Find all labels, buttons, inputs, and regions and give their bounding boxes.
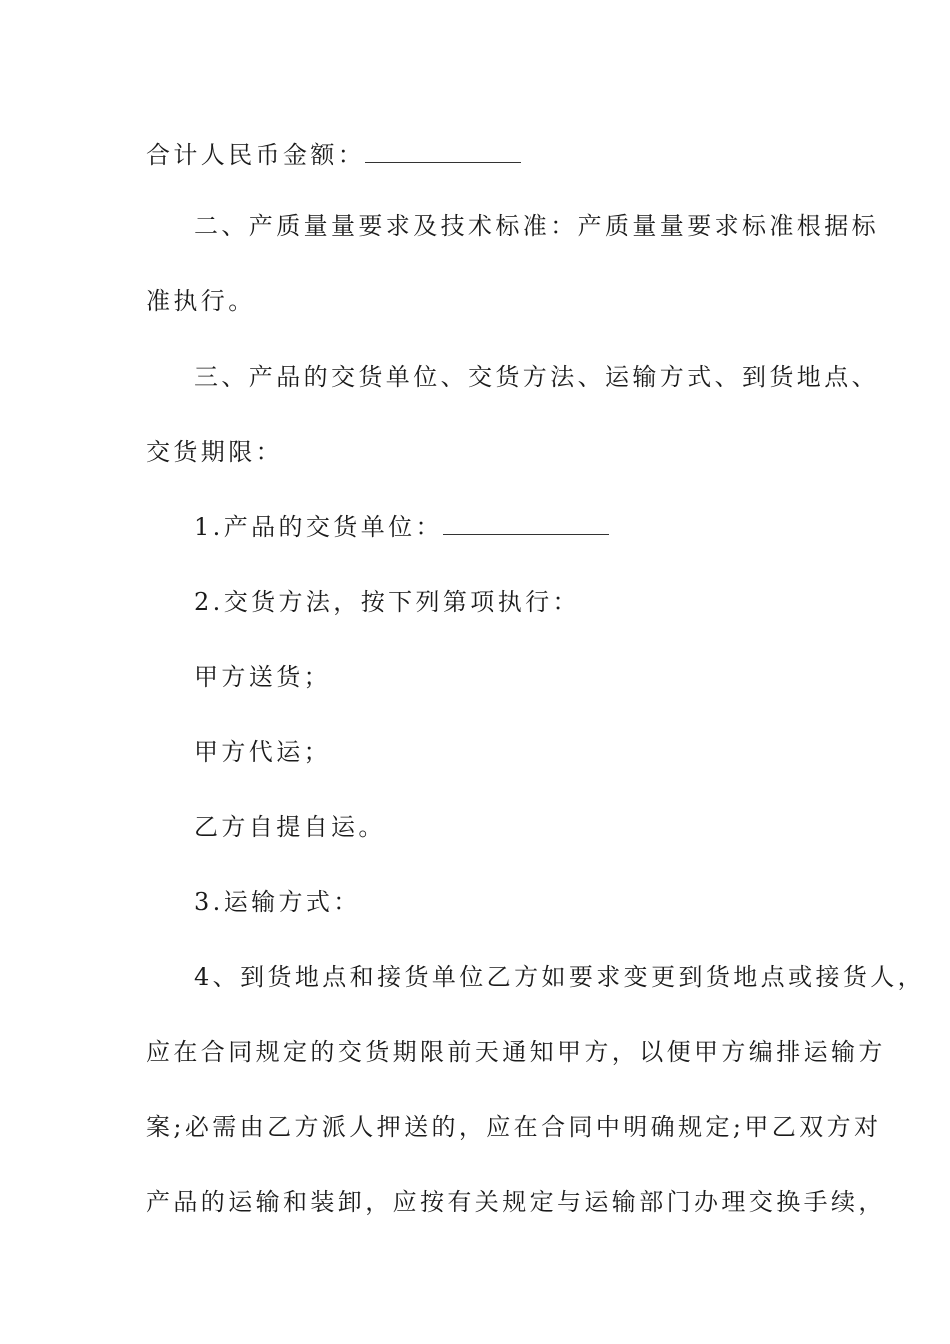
section-3-line-2: 交货期限：: [146, 438, 283, 466]
item-1-line: [194, 512, 854, 542]
option-c-line: 乙方自提自运。: [194, 813, 386, 841]
section-3-line-1: 三、产品的交货单位、交货方法、运输方式、到货地点、: [194, 363, 879, 391]
section-2-line-1: 二、产质量量要求及技术标准：产质量量要求标准根据标: [194, 212, 879, 240]
item-1-label: 1.产品的交货单位：: [194, 513, 443, 541]
item-3-line: 3.运输方式：: [194, 888, 361, 916]
item-2-line: 2.交货方法，按下列第项执行：: [194, 588, 580, 616]
section-2-line-2: 准执行。: [146, 287, 256, 315]
total-amount-blank[interactable]: [365, 140, 521, 163]
item-4-line-2: 应在合同规定的交货期限前天通知甲方，以便甲方编排运输方: [146, 1038, 886, 1066]
delivery-unit-blank[interactable]: [443, 512, 609, 535]
option-a-line: 甲方送货；: [194, 663, 331, 691]
item-4-line-1: 4、到货地点和接货单位乙方如要求变更到货地点或接货人，: [194, 963, 926, 991]
item-4-line-4: 产品的运输和装卸，应按有关规定与运输部门办理交换手续，: [146, 1188, 886, 1216]
option-b-line: 甲方代运；: [194, 738, 331, 766]
item-4-line-3: 案;必需由乙方派人押送的，应在合同中明确规定;甲乙双方对: [146, 1113, 882, 1141]
total-amount-label: 合计人民币金额：: [146, 141, 366, 169]
total-amount-line: [146, 140, 806, 170]
